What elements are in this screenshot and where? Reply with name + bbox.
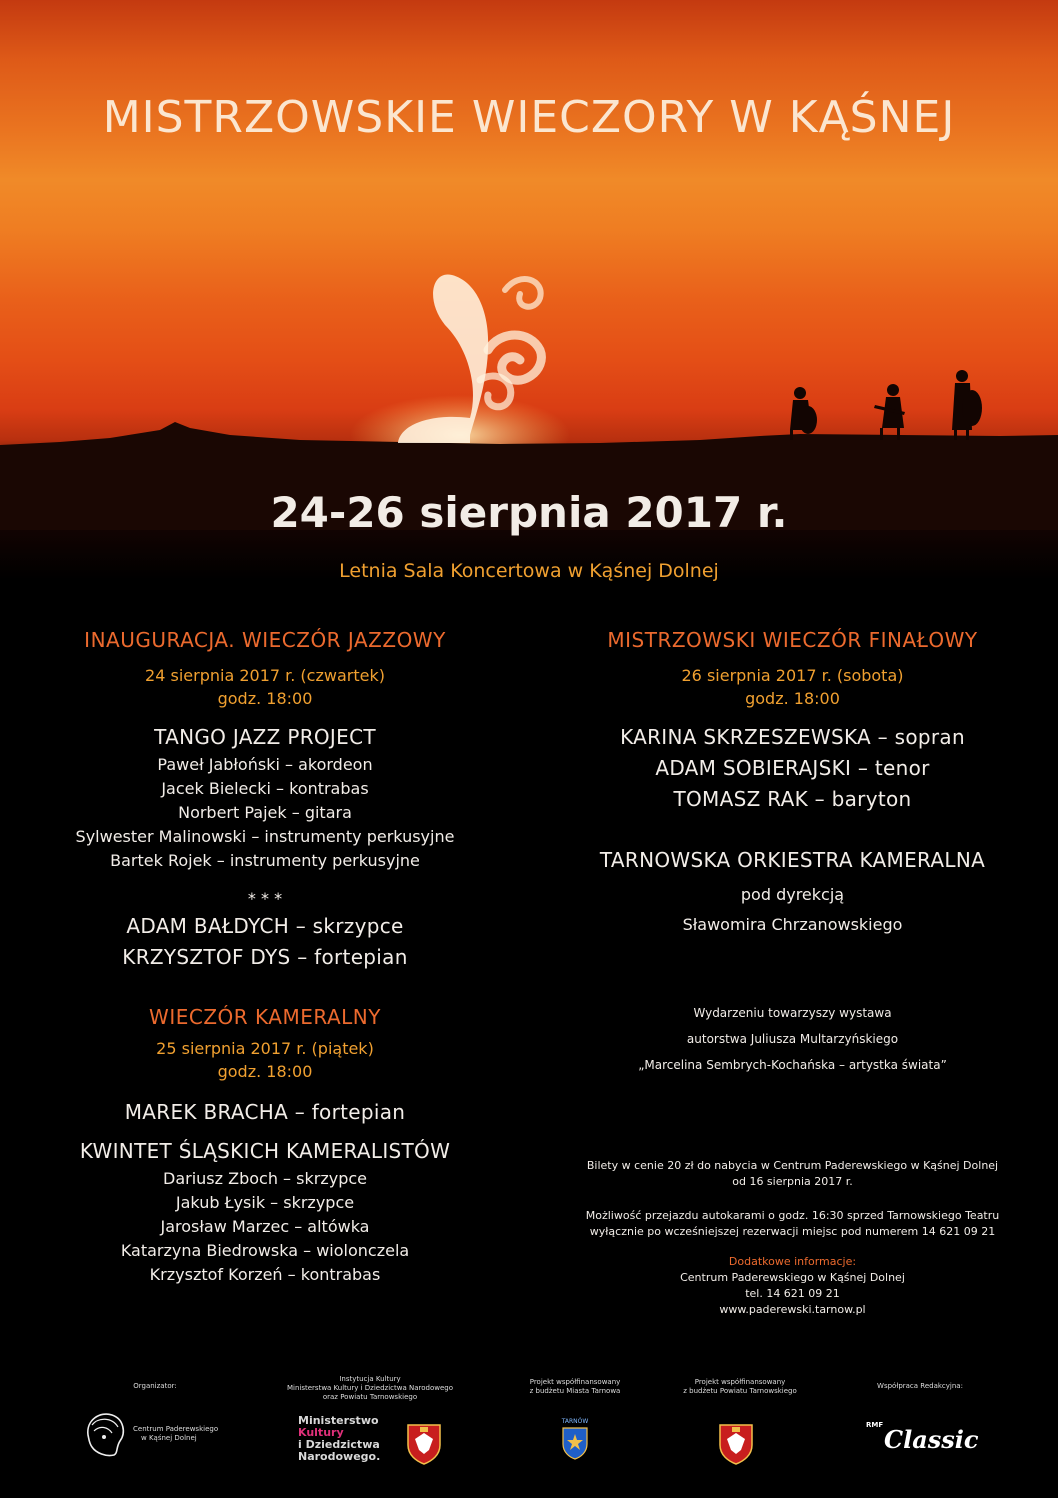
info-line: tel. 14 621 09 21 [745,1287,840,1300]
event2-heading: WIECZÓR KAMERALNY [149,1005,381,1029]
event1-member: Jacek Bielecki – kontrabas [161,779,369,798]
event1-soloist: ADAM BAŁDYCH – skrzypce [126,914,404,938]
transport-line: Możliwość przejazdu autokarami o godz. 16:30 sprzed Tarnowskiego Teatru [585,1209,1000,1222]
left-column [30,628,500,1287]
right-column [555,628,1030,1318]
tickets-line: Bilety w cenie 20 zł do nabycia w Centrum Paderewskiego w Kąśnej Dolnej [586,1159,999,1172]
event1-time: godz. 18:00 [217,689,313,708]
event2-date: 25 sierpnia 2017 r. (piątek) [156,1039,374,1058]
organizer-caption: Organizator: [133,1382,177,1390]
event2-time: godz. 18:00 [217,1062,313,1081]
tarnow-crest-icon [561,1426,589,1460]
exhibition-line: „Marcelina Sembrych-Kochańska – artystka świata” [638,1058,947,1072]
paderewski-portrait-logo [78,1405,132,1459]
rmf-logo-small: RMF [866,1421,884,1429]
event2-member: Jakub Łysik – skrzypce [175,1193,355,1212]
conductor-name: Sławomira Chrzanowskiego [682,915,903,934]
event2-member: Krzysztof Korzeń – kontrabas [149,1265,381,1284]
event3-orchestra: TARNOWSKA ORKIESTRA KAMERALNA [599,848,986,872]
event1-ensemble: TANGO JAZZ PROJECT [154,725,376,749]
event3-soloist: KARINA SKRZESZEWSKA – sopran [620,725,965,749]
event1-date: 24 sierpnia 2017 r. (czwartek) [145,666,385,685]
info-heading: Dodatkowe informacje: [728,1255,857,1268]
festival-dates: 24-26 sierpnia 2017 r. [270,488,788,537]
city-caption: Projekt współfinansowany z budżetu Miasta Tarnowa [529,1378,621,1395]
event3-soloist: TOMASZ RAK – baryton [673,787,912,811]
event2-member: Katarzyna Biedrowska – wiolonczela [120,1241,410,1260]
event3-soloist: ADAM SOBIERAJSKI – tenor [655,756,930,780]
event2-ensemble: KWINTET ŚLĄSKICH KAMERALISTÓW [79,1139,451,1163]
powiat-crest-icon [406,1423,442,1465]
event1-member: Norbert Pajek – gitara [178,803,352,822]
sunset-landscape-illustration [0,230,1058,530]
county-caption: Projekt współfinansowany z budżetu Powiatu Tarnowskiego [683,1378,797,1395]
event3-time: godz. 18:00 [745,689,840,708]
event2-member: Jarosław Marzec – altówka [160,1217,370,1236]
separator: * * * [247,889,283,908]
info-line: Centrum Paderewskiego w Kąśnej Dolnej [680,1271,905,1284]
event2-soloist: MAREK BRACHA – fortepian [124,1100,406,1124]
city-logo-label: TARNÓW [561,1418,589,1425]
media-caption: Współpraca Redakcyjna: [877,1382,963,1390]
poster-title: MISTRZOWSKIE WIECZORY W KĄŚNEJ [102,92,956,143]
event1-member: Paweł Jabłoński – akordeon [157,755,373,774]
powiat-tarnowski-crest-icon [718,1423,754,1465]
conductor-prefix: pod dyrekcją [740,885,845,904]
event1-soloist: KRZYSZTOF DYS – fortepian [122,945,408,969]
exhibition-line: autorstwa Juliusza Multarzyńskiego [686,1032,899,1046]
transport-line: wyłącznie po wcześniejszej rezerwacji miejsc pod numerem 14 621 09 21 [589,1225,996,1238]
tickets-line: od 16 sierpnia 2017 r. [732,1175,853,1188]
organizer-name: Centrum Paderewskiego w Kąśnej Dolnej [133,1425,219,1442]
event3-heading: MISTRZOWSKI WIECZÓR FINAŁOWY [607,628,978,652]
sponsors-footer [0,1375,1058,1498]
ministry-logo: Ministerstwo Kultury i Dziedzictwa Narodowego. [298,1414,381,1463]
event2-member: Dariusz Zboch – skrzypce [163,1169,367,1188]
institution-caption: Instytucja Kultury Ministerstwa Kultury i Dziedzictwa Narodowego oraz Powiatu Tarnowskiego [286,1375,454,1401]
event1-member: Bartek Rojek – instrumenty perkusyjne [110,851,420,870]
classic-logo: Classic [884,1425,979,1454]
event3-date: 26 sierpnia 2017 r. (sobota) [681,666,904,685]
musicians-silhouette [790,370,982,440]
event1-heading: INAUGURACJA. WIECZÓR JAZZOWY [84,628,446,652]
exhibition-line: Wydarzeniu towarzyszy wystawa [693,1006,892,1020]
info-website: www.paderewski.tarnow.pl [719,1303,866,1316]
event1-member: Sylwester Malinowski – instrumenty perkusyjne [75,827,455,846]
venue: Letnia Sala Koncertowa w Kąśnej Dolnej [339,560,719,582]
